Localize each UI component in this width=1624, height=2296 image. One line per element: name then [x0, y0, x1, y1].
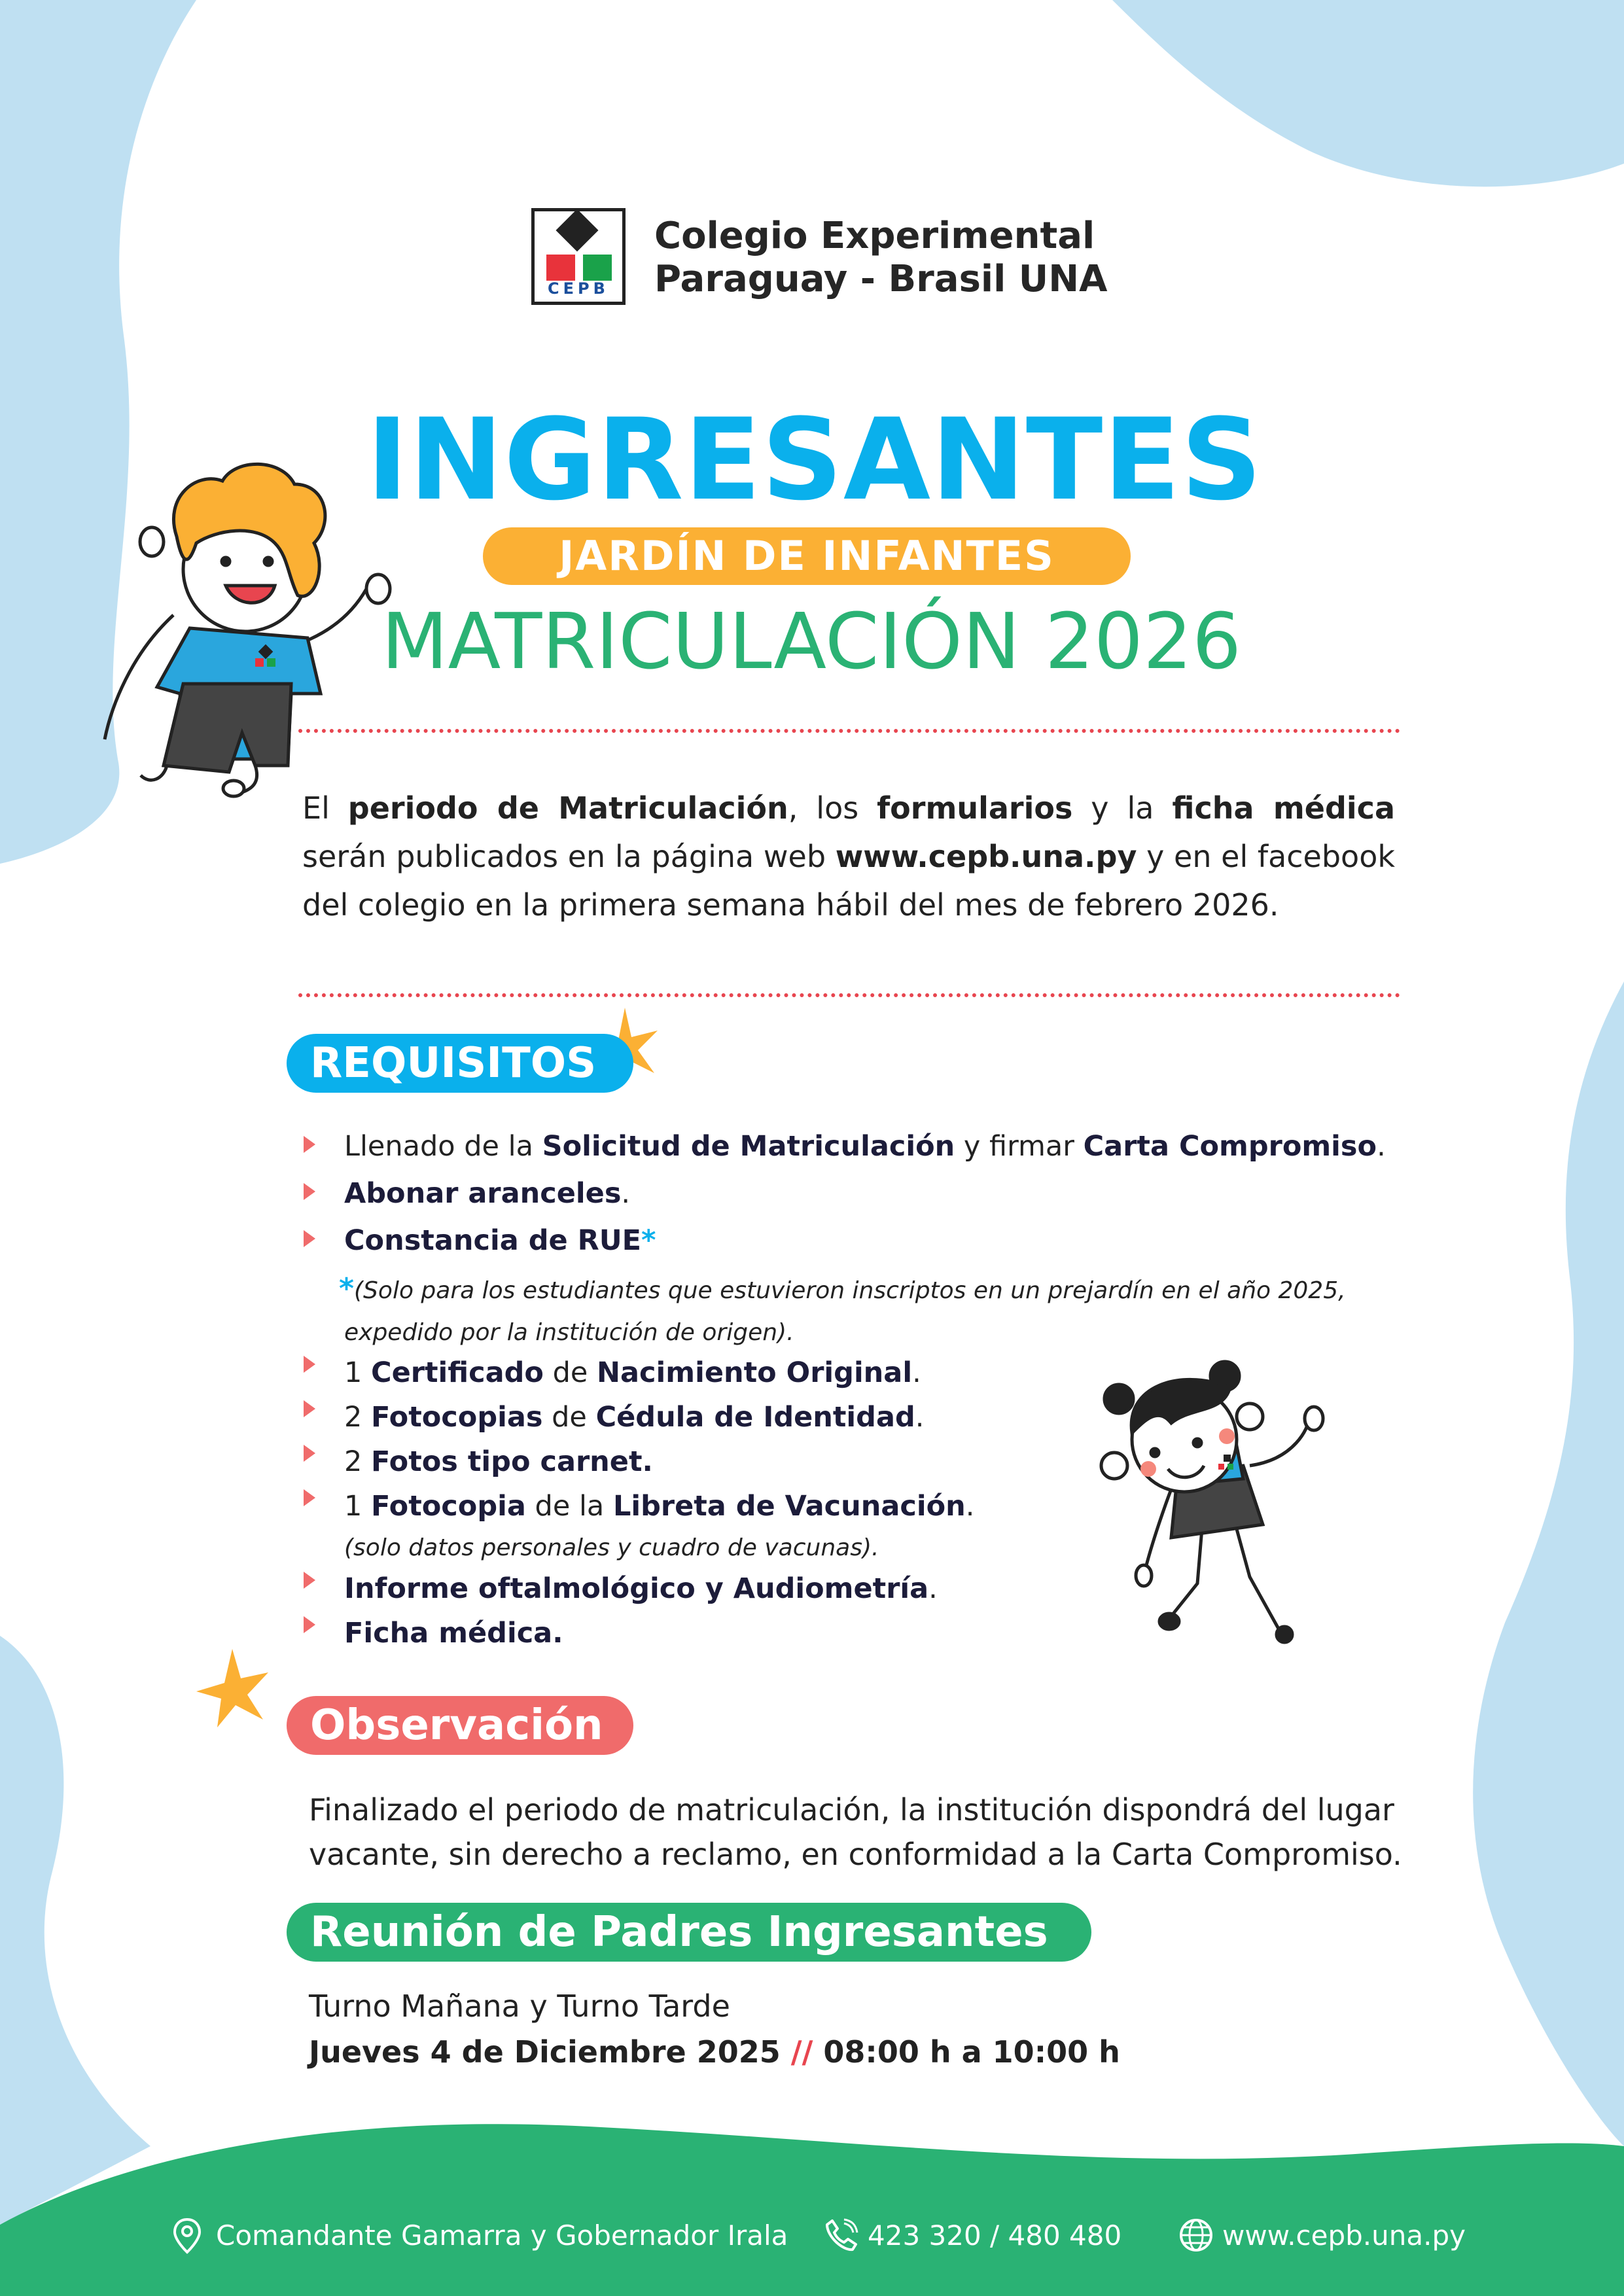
bullet-icon: [304, 1572, 315, 1589]
observacion-text: Finalizado el periodo de matriculación, la institución dispondrá del lugar vacante, sin derecho a reclamo, en conformidad a la Carta Compromiso.: [309, 1792, 1402, 1872]
main-title: INGRESANTES: [366, 394, 1263, 525]
observacion-heading: Observación: [287, 1696, 633, 1755]
dotted-divider-bottom: [298, 993, 1400, 997]
reunion-separator: //: [790, 2034, 813, 2070]
phone-icon: [823, 2217, 860, 2253]
school-name-line2: Paraguay - Brasil UNA: [654, 258, 1108, 300]
location-pin-icon: [171, 2217, 203, 2255]
level-badge: JARDÍN DE INFANTES: [483, 527, 1131, 585]
footer-web: www.cepb.una.py: [1178, 2213, 1505, 2259]
subtitle: MATRICULACIÓN 2026: [381, 596, 1242, 686]
bullet-icon: [304, 1489, 315, 1506]
right-blob: [1473, 981, 1624, 2146]
vacuna-note: (solo datos personales y cuadro de vacunas).: [344, 1534, 879, 1561]
bullet-icon: [304, 1445, 315, 1462]
boy-illustration: [105, 464, 390, 796]
footer-phone: 423 320 / 480 480: [823, 2213, 1124, 2259]
footer-wave: [0, 2124, 1624, 2296]
top-left-blob: [0, 0, 196, 864]
sparkle-icon-observacion: [196, 1649, 268, 1727]
bullet-icon: [304, 1616, 315, 1633]
bullet-icon: [304, 1183, 315, 1200]
reunion-date: Jueves 4 de Diciembre 2025: [309, 2034, 781, 2070]
rue-note: *(Solo para los estudiantes que estuvieron inscriptos en un prejardín en el año 2025, expedido por la institución de origen).: [339, 1272, 1346, 1346]
reunion-datetime: [309, 2030, 1356, 2074]
flyer-page: CEPB Colegio Experimental Paraguay - Brasil UNA INGRESANTES JARDÍN DE INFANTES MATRICULACIÓN 2026 El periodo de Matriculación, los formularios y la ficha médica serán publicados en la página web www.cepb.una.py y en el facebook del colegio en la primera semana hábil del mes de febrero 2026. REQUISITOS Llenado de la Solicitud de Matriculación y firmar Carta Compromiso. Abonar aranceles. Constancia de RUE* *(Solo para los estudiantes que estuvieron inscriptos en un prejardín en el año 2025, expedido por la institución de origen). 1 Certificado de Nacimiento Original. 2 Fotocopias de Cédula de Identidad. 2 Fotos tipo carnet. 1 Fotocopia de la Libreta de Vacunación. (solo datos personales y cuadro de vacunas). Informe oftalmológico y Audiometría. Ficha médica. Observación Finalizado el periodo de matriculación, la institución dispondrá del lugar vacante, sin derecho a reclamo, en conformidad a la Carta Compromiso. Reunión de Padres Ingresantes Turno Mañana y Turno Tarde Jueves 4 de Diciembre 2025 // 08:00 h a 10:00 h Comandante Gamarra y Gobernador Irala 423 320 / 480 480 www.cepb.una.py: [0, 0, 1624, 2296]
top-right-blob: [1112, 0, 1624, 186]
girl-illustration: [1101, 1362, 1323, 1642]
requisitos-heading: REQUISITOS: [287, 1034, 633, 1093]
left-lower-blob: [0, 1636, 150, 2225]
dotted-divider-top: [298, 729, 1400, 733]
intro-paragraph: El periodo de Matriculación, los formularios y la ficha médica serán publicados en la página web www.cepb.una.py y en el facebook del colegio en la primera semana hábil del mes de febrero 2026.: [302, 790, 1395, 923]
bullet-icon: [304, 1230, 315, 1247]
reunion-time: 08:00 h a 10:00 h: [823, 2034, 1120, 2070]
footer-address: Comandante Gamarra y Gobernador Irala: [171, 2213, 773, 2259]
school-name: [654, 215, 1243, 301]
reunion-heading: Reunión de Padres Ingresantes: [287, 1903, 1091, 1962]
globe-icon: [1178, 2217, 1214, 2253]
school-name-line1: Colegio Experimental: [654, 215, 1095, 257]
website-link: www.cepb.una.py: [835, 839, 1137, 874]
school-logo: [531, 208, 626, 305]
logo-text: CEPB: [548, 279, 609, 298]
bullet-icon: [304, 1400, 315, 1417]
bullet-icon: [304, 1356, 315, 1373]
bullet-icon: [304, 1136, 315, 1153]
reunion-turno: Turno Mañana y Turno Tarde: [309, 1988, 730, 2024]
